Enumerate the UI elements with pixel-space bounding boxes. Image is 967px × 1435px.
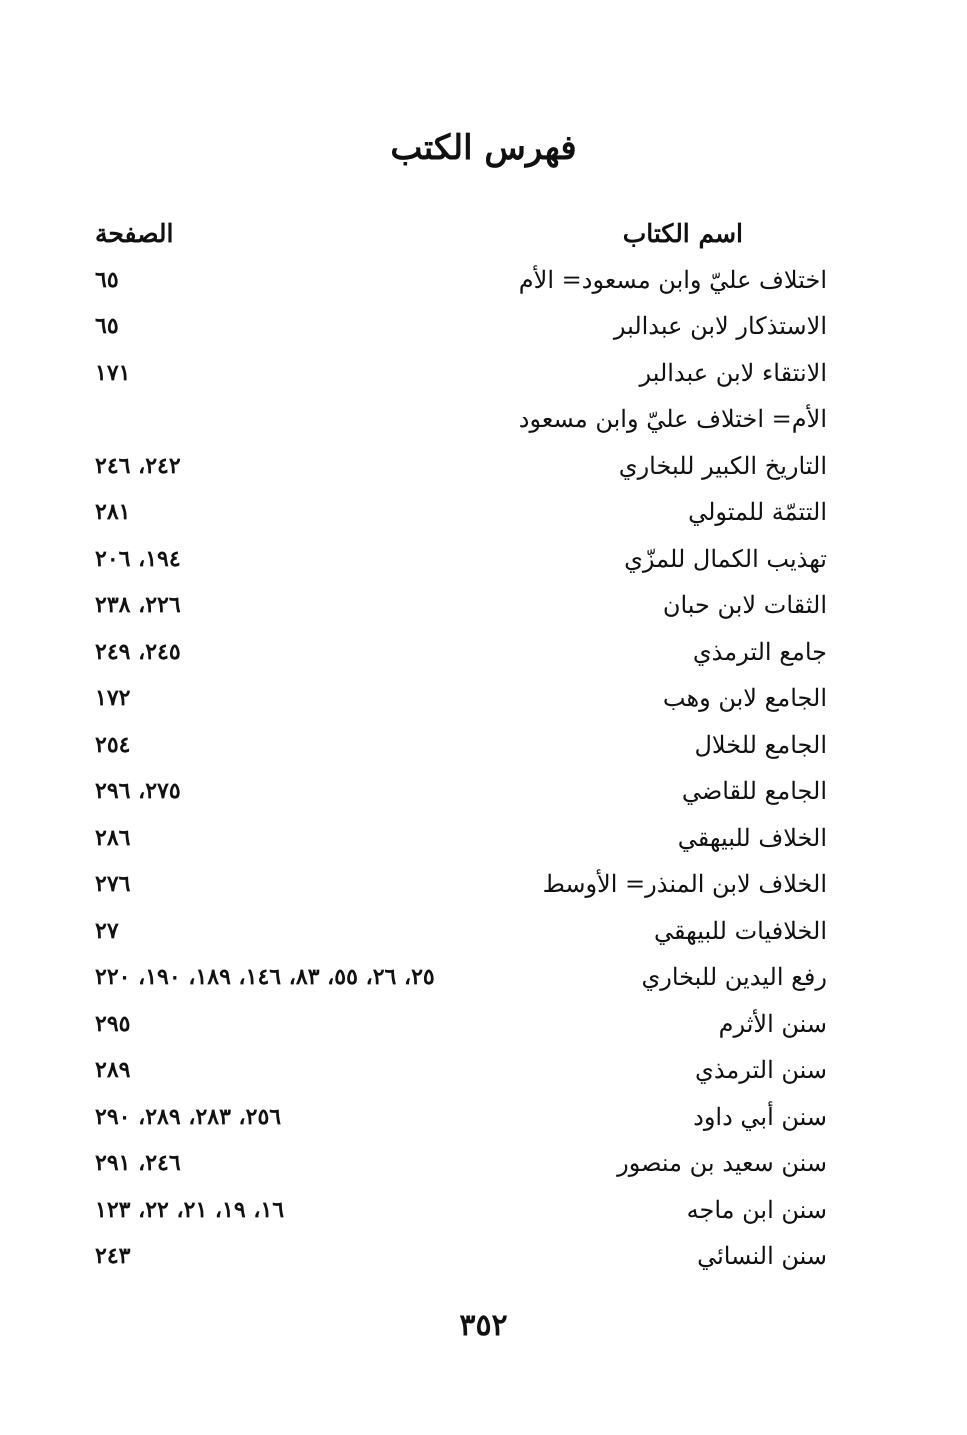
page-refs: ٦٥ — [95, 313, 119, 340]
book-title: سنن سعيد بن منصور — [617, 1149, 827, 1178]
table-header — [95, 210, 827, 257]
page-refs: ٢٤٢، ٢٤٦ — [95, 452, 181, 479]
table-row — [95, 396, 827, 443]
table-row — [95, 815, 827, 862]
table-row — [95, 768, 827, 815]
page-refs: ١٧٢ — [95, 685, 131, 712]
table-row — [95, 861, 827, 908]
table-row — [95, 722, 827, 769]
table-row — [95, 675, 827, 722]
book-title: رفع اليدين للبخاري — [641, 963, 827, 992]
book-title: الخلافيات للبيهقي — [654, 916, 827, 945]
page-refs: ٢٧٥، ٢٩٦ — [95, 778, 181, 805]
page-refs: ٢٤٦، ٢٩١ — [95, 1150, 181, 1177]
book-title: الأم= اختلاف عليّ وابن مسعود — [518, 405, 827, 434]
header-page: الصفحة — [95, 218, 174, 248]
page-refs: ٦٥ — [95, 266, 119, 293]
page-number: ٣٥٢ — [459, 1308, 508, 1343]
table-row — [95, 303, 827, 350]
page-refs: ٢٨١ — [95, 499, 131, 526]
table-row — [95, 257, 827, 304]
book-title: الاستذكار لابن عبدالبر — [613, 312, 827, 341]
table-row — [95, 350, 827, 397]
page-refs: ٢٥٦، ٢٨٣، ٢٨٩، ٢٩٠ — [95, 1103, 282, 1130]
book-title: الثقات لابن حبان — [662, 591, 827, 620]
page-refs: ١٩٤، ٢٠٦ — [95, 545, 181, 572]
book-title: التاريخ الكبير للبخاري — [618, 451, 827, 480]
page-refs: ٢٨٦ — [95, 824, 131, 851]
book-title: الجامع لابن وهب — [662, 684, 827, 713]
book-title: التتمّة للمتولي — [688, 498, 827, 527]
book-title: الجامع للخلال — [694, 730, 827, 759]
table-row — [95, 582, 827, 629]
page-refs: ٢٩٥ — [95, 1010, 131, 1037]
table-row — [95, 1001, 827, 1048]
page-refs: ٢٤٣ — [95, 1243, 131, 1270]
book-title: تهذيب الكمال للمزّي — [624, 544, 827, 573]
book-title: سنن الأثرم — [718, 1009, 827, 1038]
book-index-table — [95, 210, 827, 1280]
book-title: الخلاف للبيهقي — [677, 823, 827, 852]
page-refs: ٢٥٤ — [95, 731, 131, 758]
book-title: سنن النسائي — [697, 1242, 827, 1271]
table-row — [95, 954, 827, 1001]
header-book-name: اسم الكتاب — [622, 218, 743, 248]
table-row — [95, 629, 827, 676]
book-title: سنن أبي داود — [693, 1102, 827, 1131]
page-refs: ٢٨٩ — [95, 1057, 131, 1084]
book-title: الانتقاء لابن عبدالبر — [639, 358, 827, 387]
book-title: الخلاف لابن المنذر= الأوسط — [542, 870, 827, 899]
table-row — [95, 489, 827, 536]
page-refs: ٢٢٦، ٢٣٨ — [95, 592, 181, 619]
book-title: سنن ابن ماجه — [686, 1195, 827, 1224]
page-refs: ٢٧٦ — [95, 871, 131, 898]
page-refs: ١٧١ — [95, 359, 131, 386]
table-row — [95, 1233, 827, 1280]
table-row — [95, 443, 827, 490]
book-title: الجامع للقاضي — [681, 777, 827, 806]
page-refs: ١٦، ١٩، ٢١، ٢٢، ١٢٣ — [95, 1196, 285, 1223]
table-row — [95, 536, 827, 583]
table-row — [95, 908, 827, 955]
table-row — [95, 1187, 827, 1234]
page-refs: ٢٥، ٢٦، ٥٥، ٨٣، ١٤٦، ١٨٩، ١٩٠، ٢٢٠ — [95, 964, 435, 991]
page-refs: ٢٧ — [95, 917, 119, 944]
book-title: جامع الترمذي — [692, 637, 827, 666]
page-refs: ٢٤٥، ٢٤٩ — [95, 638, 181, 665]
page-title: فهرس الكتب — [390, 128, 577, 168]
book-title: اختلاف عليّ وابن مسعود= الأم — [518, 265, 827, 294]
book-title: سنن الترمذي — [695, 1056, 827, 1085]
table-row — [95, 1140, 827, 1187]
table-row — [95, 1047, 827, 1094]
table-row — [95, 1094, 827, 1141]
